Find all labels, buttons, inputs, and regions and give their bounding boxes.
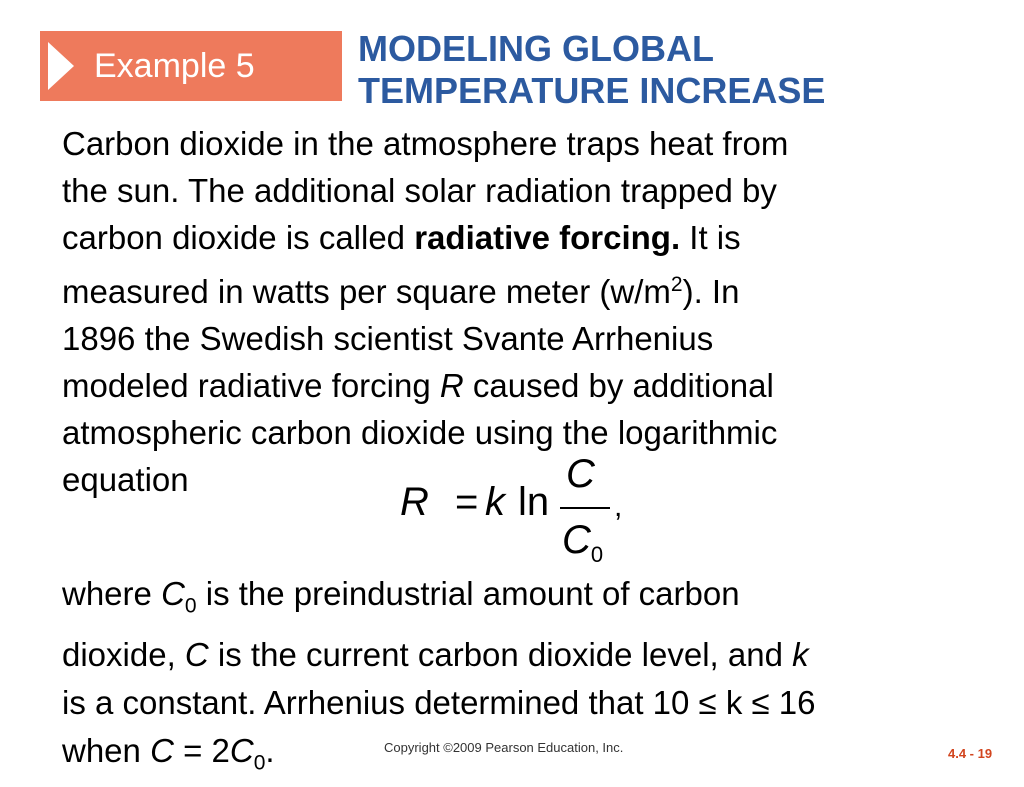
equation-equals: =: [455, 480, 479, 524]
text-line: modeled radiative forcing R caused by additional: [62, 367, 774, 404]
text-line: the sun. The additional solar radiation trapped by: [62, 172, 777, 209]
text-line: dioxide, C is the current carbon dioxide level, and k: [62, 635, 809, 673]
text-line: where $C_0$ is the preindustrial amount of carbon: [62, 575, 740, 618]
text-line: carbon dioxide is called radiative forcing. It is: [62, 219, 741, 256]
text-line: when $C = 2C_0$.: [62, 731, 275, 775]
example-label: Example 5: [94, 47, 255, 85]
equation-k: k: [485, 480, 505, 524]
text-line: Carbon dioxide in the atmosphere traps heat from: [62, 125, 789, 162]
title-line-1: MODELING GLOBAL: [358, 28, 714, 69]
fraction-bar: [560, 507, 610, 509]
text-line: is a constant. Arrhenius determined that 10 ≤ k ≤ 16: [62, 683, 816, 721]
equation-numerator: C: [566, 452, 595, 496]
text-line: equation: [62, 461, 189, 498]
title-line-2: TEMPERATURE INCREASE: [358, 70, 826, 111]
text-line: 1896 the Swedish scientist Svante Arrhenius: [62, 320, 714, 357]
example-banner: [40, 31, 342, 101]
slide-title: [358, 28, 998, 112]
equation-denominator: $C_0$: [562, 518, 604, 567]
copyright-notice: Copyright ©2009 Pearson Education, Inc.: [384, 740, 624, 755]
equation-comma: ,: [614, 490, 623, 523]
intro-paragraph: [62, 120, 992, 503]
equation-ln: ln: [518, 480, 550, 524]
text-line: atmospheric carbon dioxide using the logarithmic: [62, 414, 778, 451]
page-number: 4.4 - 19: [948, 746, 993, 761]
arrhenius-equation: [400, 450, 660, 575]
term-radiative-forcing: radiative forcing.: [414, 219, 681, 256]
play-arrow-icon: [48, 42, 74, 90]
equation-lhs: R: [400, 480, 429, 524]
text-line: measured in watts per square meter $(w/m^2)$. In: [62, 273, 740, 310]
